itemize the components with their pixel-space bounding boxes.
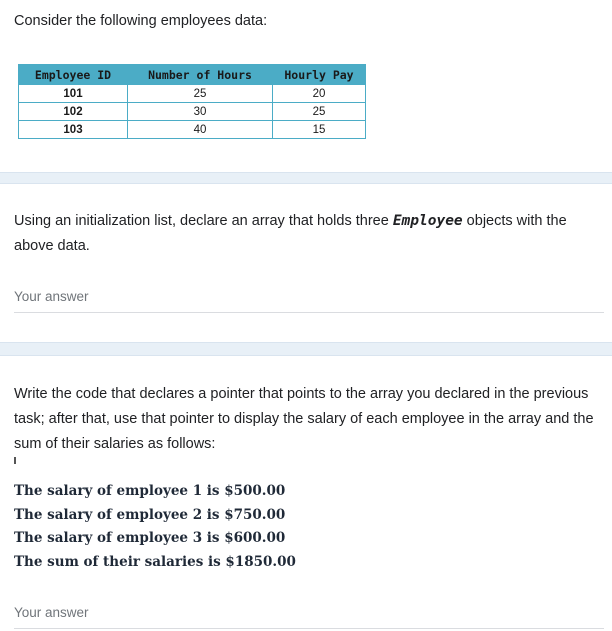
cell-pay: 20 — [273, 85, 366, 103]
output-line: The sum of their salaries is $1850.00 — [14, 553, 296, 570]
table-row — [19, 121, 366, 139]
section-divider — [0, 172, 612, 184]
table-row — [19, 85, 366, 103]
cell-hours: 40 — [128, 121, 273, 139]
question-1-answer-input[interactable]: Your answer — [14, 289, 89, 304]
question-1-text-after: objects with the above data. — [14, 213, 567, 254]
cell-employee-id: 101 — [19, 85, 128, 103]
header-hourly-pay: Hourly Pay — [273, 65, 366, 85]
question-1-answer-underline — [14, 312, 604, 313]
employees-table — [18, 64, 366, 139]
cell-pay: 25 — [273, 103, 366, 121]
section-divider — [0, 342, 612, 356]
question-2-answer-input[interactable]: Your answer — [14, 605, 89, 620]
header-number-of-hours: Number of Hours — [128, 65, 273, 85]
output-line: The salary of employee 2 is $750.00 — [14, 506, 286, 523]
table-row — [19, 103, 366, 121]
cell-employee-id: 102 — [19, 103, 128, 121]
question-1-emphasis: Employee — [392, 213, 463, 229]
cell-employee-id: 103 — [19, 121, 128, 139]
cell-hours: 30 — [128, 103, 273, 121]
question-1 — [0, 184, 612, 342]
question-1-text — [14, 209, 602, 259]
question-2-text: Write the code that declares a pointer that points to the array you declared in the previous task; after that, use that pointer to display the salary of each employee in the array and the sum of their salaries as follows: — [14, 386, 594, 452]
intro-text: Consider the following employees data: — [14, 13, 268, 29]
cell-hours: 25 — [128, 85, 273, 103]
output-line: The salary of employee 1 is $500.00 — [14, 483, 286, 499]
output-line: The salary of employee 3 is $600.00 — [14, 530, 286, 546]
question-2-answer-underline — [14, 628, 604, 629]
table-header-row — [19, 65, 366, 85]
question-2-tick-mark — [14, 457, 16, 464]
question-1-text-before: Using an initialization list, declare an array that holds three — [14, 213, 393, 229]
intro-section — [0, 0, 612, 172]
header-employee-id: Employee ID — [19, 65, 128, 85]
cell-pay: 15 — [273, 121, 366, 139]
expected-output — [14, 480, 296, 574]
